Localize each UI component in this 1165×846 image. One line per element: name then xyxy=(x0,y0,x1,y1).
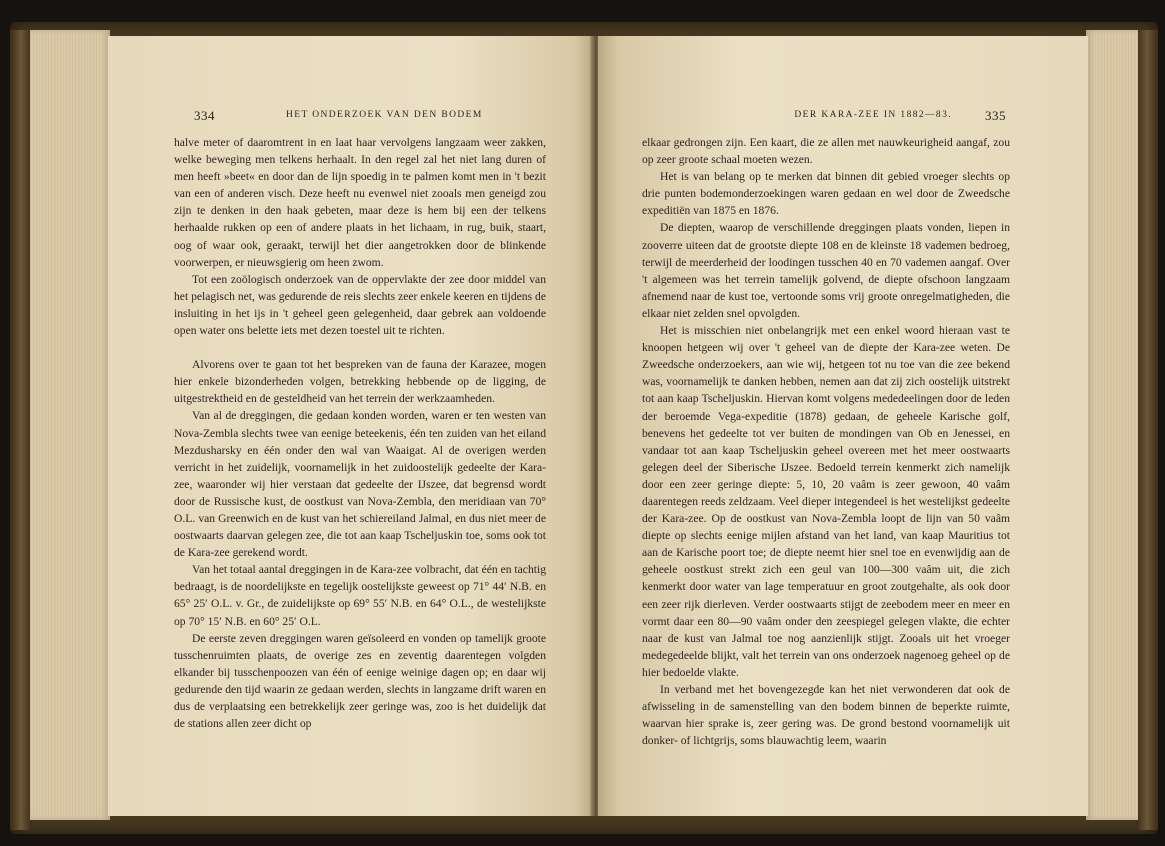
paragraph: Van al de dreggingen, die gedaan konden worden, waren er ten westen van Nova-Zembla slechts twee van eenige beteekenis, één ten zuiden van het eiland Mezdusharsky en één onder den wal van Waaigat. Al de overigen werden verricht in het zuidelijk, voornamelijk in het zuidoostelijk gedeelte der Kara-zee, waaronder wij hier verstaan dat gedeelte der IJszee, dat begrensd wordt door de Russische kust, de oostkust van Nova-Zembla, den meridiaan van 70° O.L. van Greenwich en de kust van het schiereiland Jalmal, en dus niet meer de oostwaarts daarvan gelegen zee, die tot aan kaap Tscheljuskin toe, soms ook tot de Kara-zee gerekend wordt. xyxy=(174,409,546,560)
running-head: HET ONDERZOEK VAN DEN BODEM xyxy=(286,110,483,120)
paragraph: De eerste zeven dreggingen waren geïsoleerd en vonden op tamelijk groote tusschenruimten plaats, de overige zes en zeventig daarentegen volgden elkander bij tusschenpoozen van één of eenige weinige dagen op; en daar wij gedurende den tijd waarin ze gedaan werden, slechts in langzame drift waren en dus de verplaatsing een betrekkelijk zeer geringe was, zoo is het duidelijk dat de stations allen zeer dicht op xyxy=(174,631,546,731)
running-head: DER KARA-ZEE IN 1882—83. xyxy=(794,110,952,120)
page-stack-left xyxy=(30,30,110,820)
left-page xyxy=(108,36,594,816)
page-number: 334 xyxy=(194,108,215,123)
paragraph: Van het totaal aantal dreggingen in de Kara-zee volbracht, dat één en tachtig bedraagt, is de noordelijkste en tegelijk oostelijkste geweest op 71° 44′ N.B. en 65° 25′ O.L. v. Gr., de zuidelijkste op 69° 55′ N.B. en 64° O.L., de westelijkste op 70° 15′ N.B. en 60° 25′ O.L. xyxy=(174,563,546,628)
page-stack-right xyxy=(1086,30,1138,820)
paragraph: In verband met het bovengezegde kan het niet verwonderen dat ook de afwisseling in de samenstelling van den bodem binnen de beperkte ruimte, waarvan hier sprake is, zeer gering was. De grond bestond voornamelijk uit donker- of lichtgrijs, soms blauwachtig leem, waarin xyxy=(642,683,1010,748)
right-page xyxy=(598,36,1088,816)
left-page-body xyxy=(174,134,546,732)
page-number: 335 xyxy=(985,108,1006,123)
paragraph: halve meter of daaromtrent in en laat haar vervolgens langzaam weer zakken, welke beweging men telkens herhaalt. In den regel zal het niet lang duren of men heeft »beet« en door dan de lijn spoedig in te palmen komt men in 't bezit van een of anderen visch. Deze heeft nu evenwel niet zooals men geneigd zou zijn te denken in den haak gebeten, maar deze is hem bij een der telkens herhaalde rukken op een of andere plaats in het lichaam, in rug, buik, staart, oog of waar ook, geraakt, terwijl het dier aangetrokken door de blinkende voorwerpen, er nieuwsgierig om heen zwom. xyxy=(174,136,546,269)
cover-edge-left xyxy=(10,30,32,830)
paragraph: Het is van belang op te merken dat binnen dit gebied vroeger slechts op drie punten bodemonderzoekingen waren gedaan en wel door de Zweedsche expeditiën van 1875 en 1876. xyxy=(642,170,1010,218)
cover-edge-right xyxy=(1136,30,1158,830)
paragraph: elkaar gedrongen zijn. Een kaart, die ze allen met nauwkeurigheid aangaf, zou op zeer groote schaal moeten wezen. xyxy=(642,136,1010,167)
right-page-body xyxy=(642,134,1010,749)
paragraph: Alvorens over te gaan tot het bespreken van de fauna der Karazee, mogen hier enkele bizonderheden volgen, betrekking hebbende op de ligging, de uitgestrektheid en de gesteldheid van het terrein der werkzaamheden. xyxy=(174,358,546,406)
paragraph: De diepten, waarop de verschillende dreggingen plaats vonden, liepen in zooverre uiteen dat de grootste diepte 108 en de kleinste 18 vademen bedroeg, terwijl de meerderheid der loodingen tusschen 40 en 70 vademen aangaf. Over 't algemeen was het terrein tamelijk golvend, de diepte ofschoon langzaam afnemend naar de kust toe, vertoonde soms vrij groote onregelmatigheden, die elkaar niet zelden snel opvolgden. xyxy=(642,221,1010,320)
paragraph: Het is misschien niet onbelangrijk met een enkel woord hieraan vast te knoopen hetgeen wij over 't geheel van de diepte der Kara-zee weten. De Zweedsche onderzoekers, aan wie wij, hetgeen tot nu toe van die zee bekend was, voornamelijk te danken hebben, nemen aan dat zij zich oostelijk uitstrekt tot aan kaap Tscheljuskin. Hiervan komt volgens mededeelingen door de leden der beroemde Vega-expeditie (1878) gedaan, de geheele Karische golf, benevens het gedeelte tot ver buiten de mondingen van Ob en Jenessei, en vandaar tot aan kaap Tscheljuskin geheel overeen met het meer oostwaarts gelegen deel der Siberische IJszee. Bedoeld terrein kenmerkt zich namelijk door een zeer geringe diepte: 5, 10, 20 vaâm is zeer gewoon, 40 vaâm daarentegen reeds zeldzaam. Veel dieper integendeel is het westelijkst gedeelte der Kara-zee. Op de oostkust van Nova-Zembla loopt de lijn van 50 vaâm diepte op slechts eenige mijlen afstand van het land, van kaap Mauritius tot aan de Karische poort toe; de diepte neemt hier snel toe en evenwijdig aan de geheele oostkust strekt zich een geul van 100—300 vaâm uit, die zich kenmerkt door water van lage temperatuur en groot zoutgehalte, als ook door een zeer rijk dierleven. Verder oostwaarts stijgt de zeebodem meer en meer en vormt daar een 80—90 vaâm onder den zeespiegel gelegen vlakte, die echter naar de kust van Jalmal toe nog aanzienlijk stijgt. Zooals uit het vroeger medegedeelde blijkt, valt het terrein van ons onderzoek nagenoeg geheel op de hier bedoelde vlakte. xyxy=(642,324,1010,679)
paragraph: Tot een zoölogisch onderzoek van de oppervlakte der zee door middel van het pelagisch net, was gedurende de reis slechts zeer enkele keeren en tijdens de insluiting in het ijs in 't geheel geen gelegenheid, daar gebrek aan voldoende open water ons belette iets met dezen toestel uit te richten. xyxy=(174,272,546,338)
